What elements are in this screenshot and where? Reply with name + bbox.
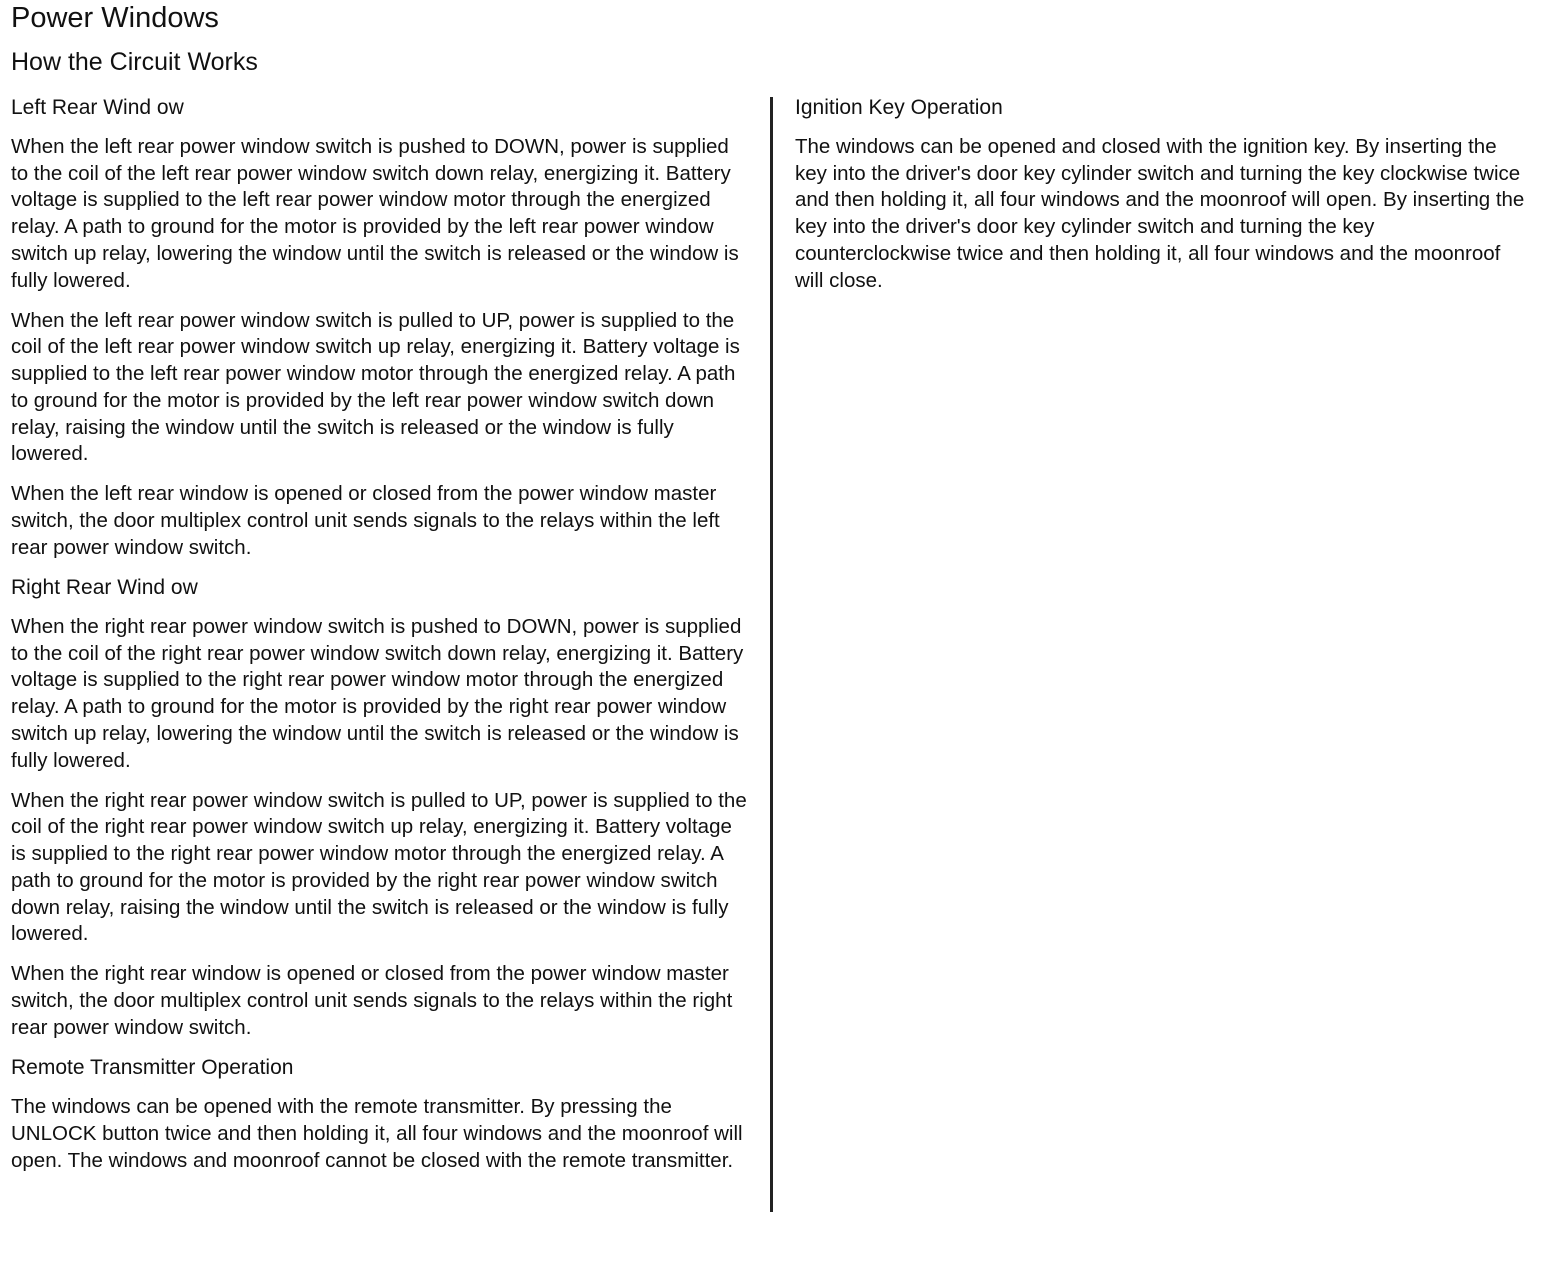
paragraph: When the right rear power window switch is pushed to DOWN, power is supplied to the coil of the right rear power window switch down relay, energizing it. Battery voltage is supplied to the right rear power window motor through the energized relay. A path to ground for the motor is provided by the right rear power window switch up relay, lowering the window until the switch is released or the window is fully lowered.: [11, 615, 744, 772]
right-column: [795, 95, 1530, 308]
paragraph: When the left rear window is opened or closed from the power window master switch, the door multiplex control unit sends signals to the relays within the left rear power window switch.: [11, 482, 720, 559]
section-heading: Remote Transmitter Operation: [11, 1056, 294, 1080]
page-title: Power Windows: [11, 2, 219, 34]
paragraph: When the right rear window is opened or closed from the power window master switch, the door multiplex control unit sends signals to the relays within the right rear power window switch.: [11, 962, 733, 1039]
section-heading: Left Rear Wind ow: [11, 96, 184, 119]
column-divider: [770, 97, 773, 1212]
section-heading: Ignition Key Operation: [795, 96, 1003, 119]
paragraph: The windows can be opened and closed with the ignition key. By inserting the key into the driver's door key cylinder switch and turning the key clockwise twice and then holding it, all four windows and the moonroof will open. By inserting the key into the driver's door key cylinder switch and turning the key counterclockwise twice and then holding it, all four windows and the moonroof will close.: [795, 135, 1525, 292]
page-subtitle: How the Circuit Works: [11, 48, 258, 76]
section-remote-transmitter-operation: [11, 1055, 751, 1174]
left-column: [11, 95, 751, 1188]
paragraph: The windows can be opened with the remote transmitter. By pressing the UNLOCK button twice and then holding it, all four windows and the moonroof will open. The windows and moonroof cannot be closed with the remote transmitter.: [11, 1095, 743, 1172]
section-ignition-key-operation: [795, 95, 1530, 294]
section-left-rear-window: [11, 95, 751, 562]
paragraph: When the left rear power window switch is pushed to DOWN, power is supplied to the coil of the left rear power window switch down relay, energizing it. Battery voltage is supplied to the left rear power window motor through the energized relay. A path to ground for the motor is provided by the left rear power window switch up relay, lowering the window until the switch is released or the window is fully lowered.: [11, 135, 739, 292]
paragraph: When the right rear power window switch is pulled to UP, power is supplied to the coil of the right rear power window switch up relay, energizing it. Battery voltage is supplied to the right rear power window motor through the energized relay. A path to ground for the motor is provided by the right rear power window switch down relay, raising the window until the switch is released or the window is fully lowered.: [11, 788, 747, 946]
section-heading: Right Rear Wind ow: [11, 576, 198, 600]
paragraph: When the left rear power window switch is pulled to UP, power is supplied to the coil of the left rear power window switch up relay, energizing it. Battery voltage is supplied to the left rear power window motor through the energized relay. A path to ground for the motor is provided by the left rear power window switch down relay, raising the window until the switch is released or the window is fully lowered.: [11, 308, 740, 466]
section-right-rear-window: [11, 575, 751, 1042]
